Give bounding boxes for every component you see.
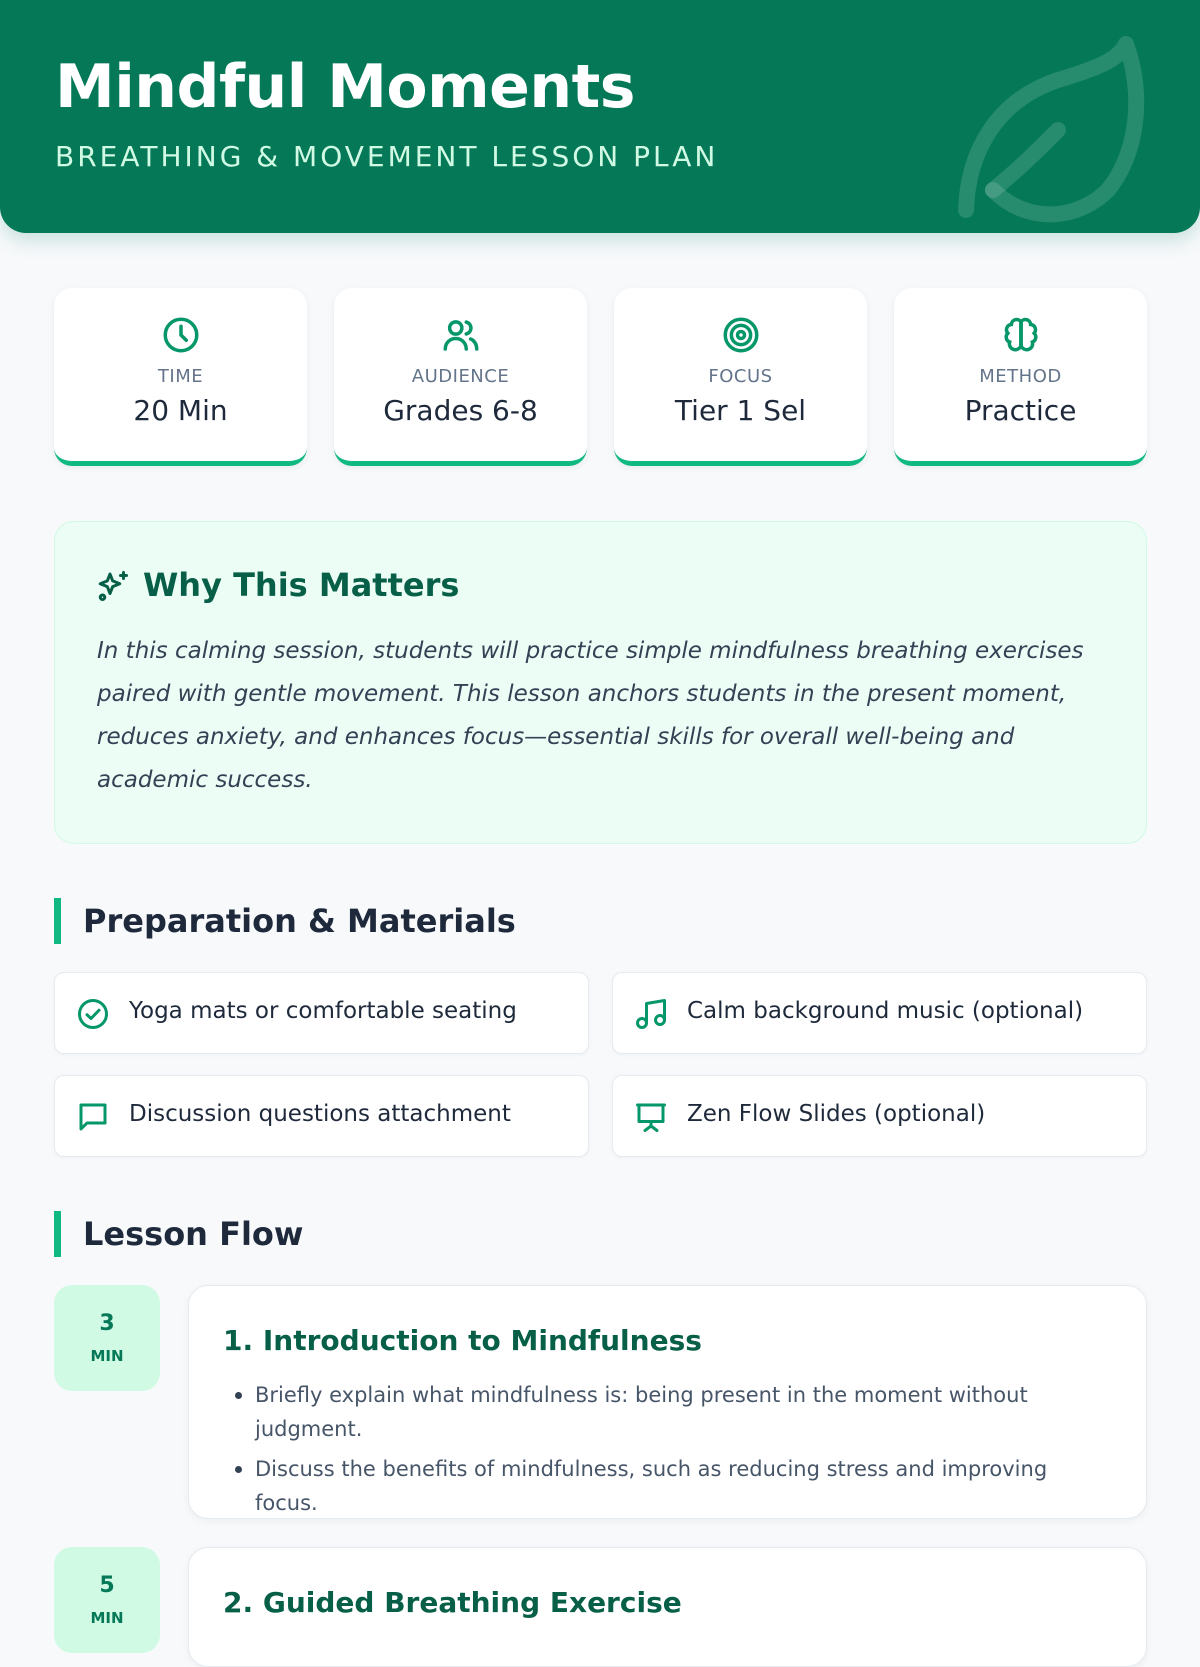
page-subtitle: BREATHING & MOVEMENT LESSON PLAN xyxy=(55,140,719,173)
material-label: Yoga mats or comfortable seating xyxy=(129,998,517,1024)
step-unit: MIN xyxy=(90,1347,124,1365)
step-duration-badge xyxy=(54,1547,160,1653)
sparkles-icon xyxy=(95,568,131,604)
clock-icon xyxy=(160,314,202,356)
info-card-value: Practice xyxy=(964,394,1077,427)
music-icon xyxy=(633,996,669,1032)
flow-section-title xyxy=(54,1211,303,1257)
step-bullets xyxy=(229,1378,1109,1526)
page-header xyxy=(0,0,1200,233)
material-item xyxy=(54,1075,589,1157)
info-card-time xyxy=(54,288,307,466)
step-duration-badge xyxy=(54,1285,160,1391)
info-cards xyxy=(54,288,1147,466)
step-minutes: 5 xyxy=(99,1573,115,1598)
materials-section-title xyxy=(54,898,516,944)
presentation-icon xyxy=(633,1099,669,1135)
info-card-focus xyxy=(614,288,867,466)
info-card-method xyxy=(894,288,1147,466)
lesson-step-card xyxy=(188,1547,1147,1667)
why-this-matters-panel xyxy=(54,521,1147,844)
material-label: Discussion questions attachment xyxy=(129,1101,511,1127)
why-title: Why This Matters xyxy=(143,566,460,604)
material-item xyxy=(612,972,1147,1054)
info-card-value: Grades 6-8 xyxy=(383,394,538,427)
info-card-label: TIME xyxy=(157,366,204,387)
step-bullet: Briefly explain what mindfulness is: being present in the moment without judgment. xyxy=(229,1378,1109,1446)
material-item xyxy=(612,1075,1147,1157)
target-icon xyxy=(720,314,762,356)
material-label: Calm background music (optional) xyxy=(687,998,1084,1024)
info-card-label: AUDIENCE xyxy=(411,366,510,387)
users-icon xyxy=(440,314,482,356)
page-title: Mindful Moments xyxy=(55,52,635,122)
info-card-label: METHOD xyxy=(979,366,1062,387)
step-unit: MIN xyxy=(90,1609,124,1627)
step-minutes: 3 xyxy=(99,1311,115,1336)
info-card-value: Tier 1 Sel xyxy=(674,394,807,427)
info-card-label: FOCUS xyxy=(708,366,773,387)
material-label: Zen Flow Slides (optional) xyxy=(687,1101,986,1127)
brain-icon xyxy=(1000,314,1042,356)
step-title: 2. Guided Breathing Exercise xyxy=(223,1586,682,1619)
info-card-audience xyxy=(334,288,587,466)
why-text: In this calming session, students will practice simple mindfulness breathing exercises paired with gentle movement. This lesson anchors students in the present moment, reduces anxiety, and enhances focus—essential skills for overall well-being and academic success. xyxy=(97,638,1084,793)
flow-title: Lesson Flow xyxy=(83,1215,304,1253)
message-square-icon xyxy=(75,1099,111,1135)
materials-title: Preparation & Materials xyxy=(83,902,516,940)
check-circle-icon xyxy=(75,996,111,1032)
lesson-step-card xyxy=(188,1285,1147,1519)
info-card-value: 20 Min xyxy=(133,394,228,427)
step-bullet: Discuss the benefits of mindfulness, such as reducing stress and improving focus. xyxy=(229,1452,1109,1520)
material-item xyxy=(54,972,589,1054)
step-title: 1. Introduction to Mindfulness xyxy=(223,1324,702,1357)
leaf-icon xyxy=(958,30,1168,230)
